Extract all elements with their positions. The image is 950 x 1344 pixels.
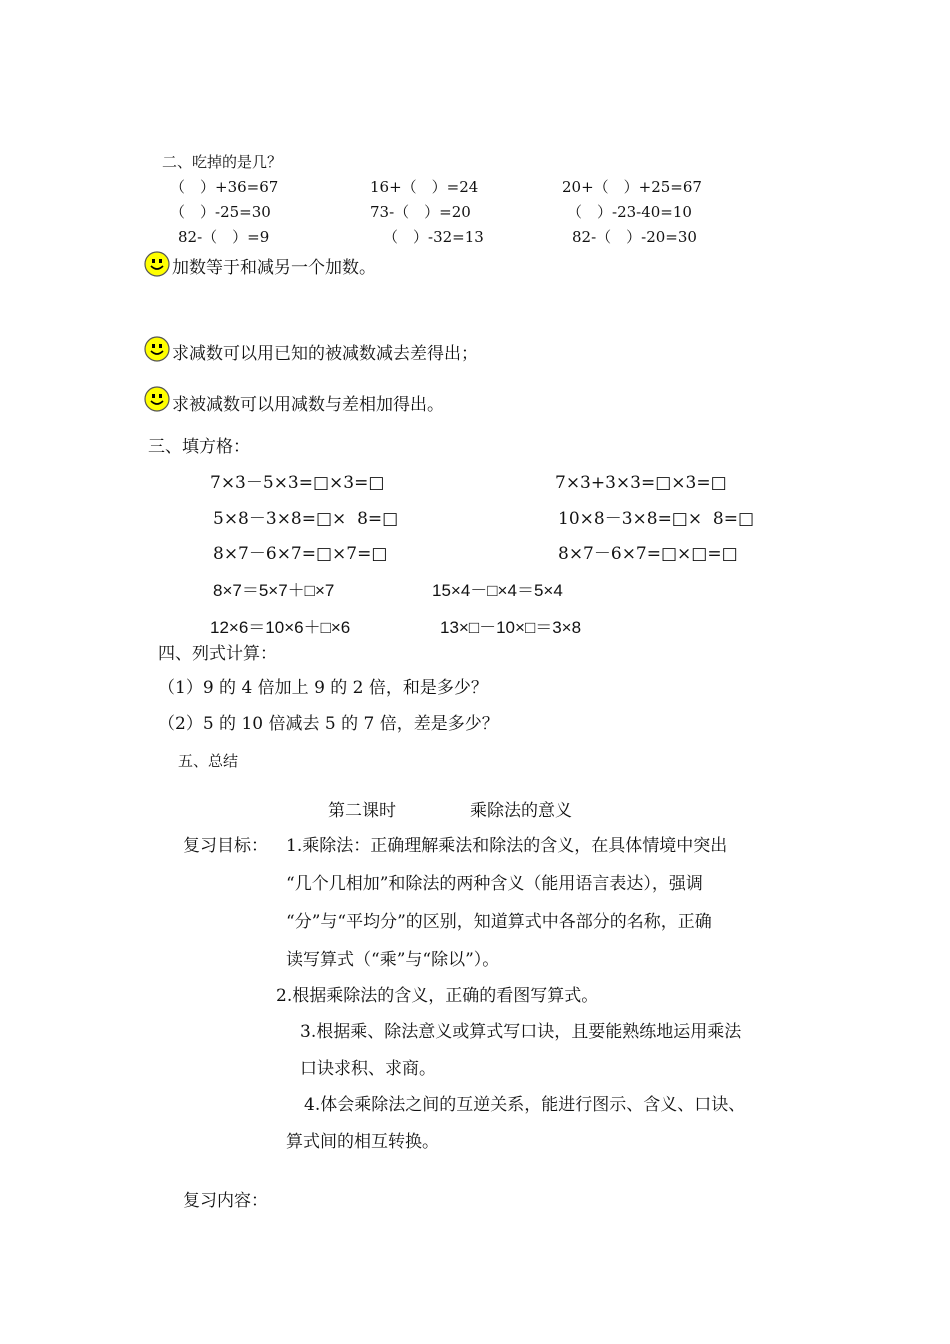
section-2-title: 二、吃掉的是几？ bbox=[162, 153, 283, 171]
exercise-item: 20+（ ）+25=67 bbox=[562, 178, 702, 196]
fill-box-line: 13×□－10×□＝3×8 bbox=[440, 618, 582, 637]
goals-label: 复习目标： bbox=[183, 836, 268, 856]
smiley-face-icon bbox=[144, 386, 170, 412]
exercise-item: （ ）-23-40=10 bbox=[567, 203, 692, 221]
fill-box-line: 8×7－6×7=□×7=□ bbox=[213, 544, 388, 564]
section-5-title: 五、总结 bbox=[178, 752, 239, 770]
goal-line: 算式间的相互转换。 bbox=[286, 1132, 439, 1152]
goal-line: “几个几相加”和除法的两种含义（能用语言表达），强调 bbox=[286, 874, 703, 894]
exercise-item: 73-（ ）=20 bbox=[370, 203, 471, 221]
exercise-item: （ ）-25=30 bbox=[170, 203, 271, 221]
section-4-title: 四、列式计算： bbox=[158, 644, 277, 664]
smiley-face-icon bbox=[144, 336, 170, 362]
question-text: （1）9 的 4 倍加上 9 的 2 倍，和是多少？ bbox=[158, 678, 488, 698]
exercise-item: （ ）+36=67 bbox=[170, 178, 279, 196]
fill-box-line: 8×7＝5×7＋□×7 bbox=[213, 581, 335, 600]
exercise-item: 82-（ ）=9 bbox=[178, 228, 270, 246]
goal-line: 口诀求积、求商。 bbox=[300, 1059, 436, 1079]
goal-line: 1.乘除法：正确理解乘法和除法的含义，在具体情境中突出 bbox=[286, 836, 728, 856]
goal-line: 3.根据乘、除法意义或算式写口诀，且要能熟练地运用乘法 bbox=[300, 1022, 742, 1042]
fill-box-line: 7×3－5×3=□×3=□ bbox=[210, 473, 385, 493]
lesson-topic: 乘除法的意义 bbox=[470, 801, 572, 821]
goal-line: 读写算式（“乘”与“除以”）。 bbox=[286, 950, 500, 970]
fill-box-line: 7×3+3×3=□×3=□ bbox=[555, 473, 727, 493]
fill-box-line: 5×8－3×8=□× 8=□ bbox=[213, 509, 399, 529]
smiley-face-icon bbox=[144, 251, 170, 277]
fill-box-line: 10×8－3×8=□× 8=□ bbox=[558, 509, 755, 529]
lesson-period: 第二课时 bbox=[328, 801, 396, 821]
exercise-item: 82-（ ）-20=30 bbox=[572, 228, 697, 246]
fill-box-line: 15×4－□×4＝5×4 bbox=[432, 581, 563, 600]
tip-text: 求被减数可以用减数与差相加得出。 bbox=[172, 395, 444, 415]
tip-text: 求减数可以用已知的被减数减去差得出； bbox=[172, 344, 478, 364]
goal-line: “分”与“平均分”的区别，知道算式中各部分的名称，正确 bbox=[286, 912, 712, 932]
exercise-item: 16+（ ）=24 bbox=[370, 178, 479, 196]
fill-box-line: 8×7－6×7=□×□=□ bbox=[558, 544, 738, 564]
tip-text: 加数等于和减另一个加数。 bbox=[172, 258, 376, 278]
goal-line: 4.体会乘除法之间的互逆关系，能进行图示、含义、口诀、 bbox=[304, 1095, 746, 1115]
fill-box-line: 12×6＝10×6＋□×6 bbox=[210, 618, 351, 637]
goal-line: 2.根据乘除法的含义，正确的看图写算式。 bbox=[276, 986, 599, 1006]
exercise-item: （ ）-32=13 bbox=[383, 228, 484, 246]
content-label: 复习内容： bbox=[183, 1191, 268, 1211]
section-3-title: 三、填方格： bbox=[148, 437, 250, 457]
question-text: （2）5 的 10 倍减去 5 的 7 倍，差是多少？ bbox=[158, 714, 499, 734]
